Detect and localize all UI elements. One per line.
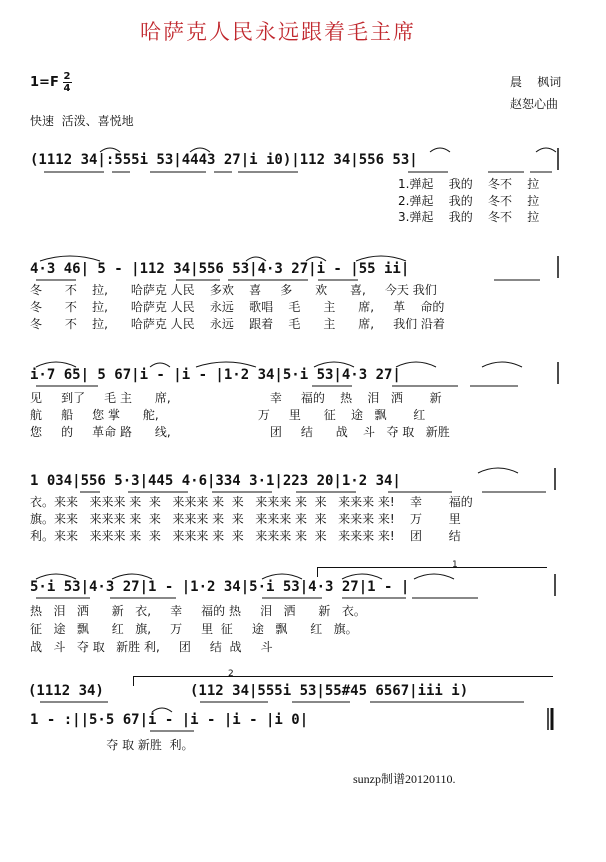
staff-5-music: 5·i 53|4·3 27|1 - |1·2 34|5·i 53|4·3 27|1 - |	[30, 579, 410, 595]
staff-6-intro-right: (112 34|555i 53|55#45 6567|iii i)	[190, 683, 469, 699]
song-title: 哈萨克人民永远跟着毛主席	[140, 20, 416, 44]
time-signature-bottom: 4	[63, 83, 71, 94]
staff-3-lyric-2: 航 船 您 掌 舵, 万 里 征 途 飘 红	[30, 408, 426, 422]
staff-2-music: 4·3 46| 5 - |112 34|556 53|4·3 27|i - |55 ii|	[30, 261, 410, 277]
transcriber-credit: sunzp制谱20120110.	[353, 772, 456, 786]
staff-3-music: i·7 65| 5 67|i - |i - |1·2 34|5·i 53|4·3 27|	[30, 367, 401, 383]
staff-5-lyric-2: 征 途 飘 红 旗, 万 里 征 途 飘 红 旗。	[30, 622, 358, 636]
time-signature-top: 2	[63, 71, 71, 82]
lyricist: 晨 枫词	[510, 75, 562, 89]
staff-2-lyric-1: 冬 不 拉, 哈萨克 人民 多欢 喜 多 欢 喜, 今天 我们	[30, 283, 437, 297]
tempo-marking: 快速 活泼、喜悦地	[30, 114, 134, 128]
staff-5-lyric-3: 战 斗 夺 取 新胜 利, 团 结 战 斗	[30, 640, 273, 654]
staff-2-lyric-3: 冬 不 拉, 哈萨克 人民 永远 跟着 毛 主 席, 我们 沿着	[30, 317, 445, 331]
staff-3-lyric-3: 您 的 革命 路 线, 团 结 战 斗 夺 取 新胜	[30, 425, 450, 439]
staff-6-lyric-1: 夺 取 新胜 利。	[30, 738, 194, 752]
staff-4-lyric-1: 衣。来来 来来来 来 来 来来来 来 来 来来来 来 来 来来来 来! 幸 福的	[30, 495, 473, 509]
volta-1-number: 1	[452, 560, 458, 570]
staff-6-music: 1 - :||5·5 67|i - |i - |i - |i 0|	[30, 712, 309, 728]
staff-2-lyric-2: 冬 不 拉, 哈萨克 人民 永远 歌唱 毛 主 席, 革 命的	[30, 300, 445, 314]
staff-1-lyric-3: 3.弹起 我的 冬不 拉	[398, 210, 540, 224]
staff-3-lyric-1: 见 到了 毛 主 席, 幸 福的 热 泪 洒 新	[30, 391, 442, 405]
staff-4-lyric-2: 旗。来来 来来来 来 来 来来来 来 来 来来来 来 来 来来来 来! 万 里	[30, 512, 461, 526]
composer: 赵恕心曲	[510, 97, 559, 111]
key-signature: 1=F	[30, 75, 59, 90]
staff-4-lyric-3: 利。来来 来来来 来 来 来来来 来 来 来来来 来 来 来来来 来! 团 结	[30, 529, 461, 543]
staff-5-lyric-1: 热 泪 洒 新 衣, 幸 福的 热 泪 洒 新 衣。	[30, 604, 366, 618]
staff-1-music: (1112 34|:555i 53|4443 27|i i0)|112 34|556 53|	[30, 152, 418, 168]
staff-4-music: 1 034|556 5·3|445 4·6|334 3·1|223 20|1·2 34|	[30, 473, 401, 489]
staff-1-lyric-2: 2.弹起 我的 冬不 拉	[398, 194, 540, 208]
staff-1-lyric-1: 1.弹起 我的 冬不 拉	[398, 177, 540, 191]
volta-2-number: 2	[228, 669, 234, 679]
staff-6-intro: (1112 34)	[28, 683, 104, 699]
